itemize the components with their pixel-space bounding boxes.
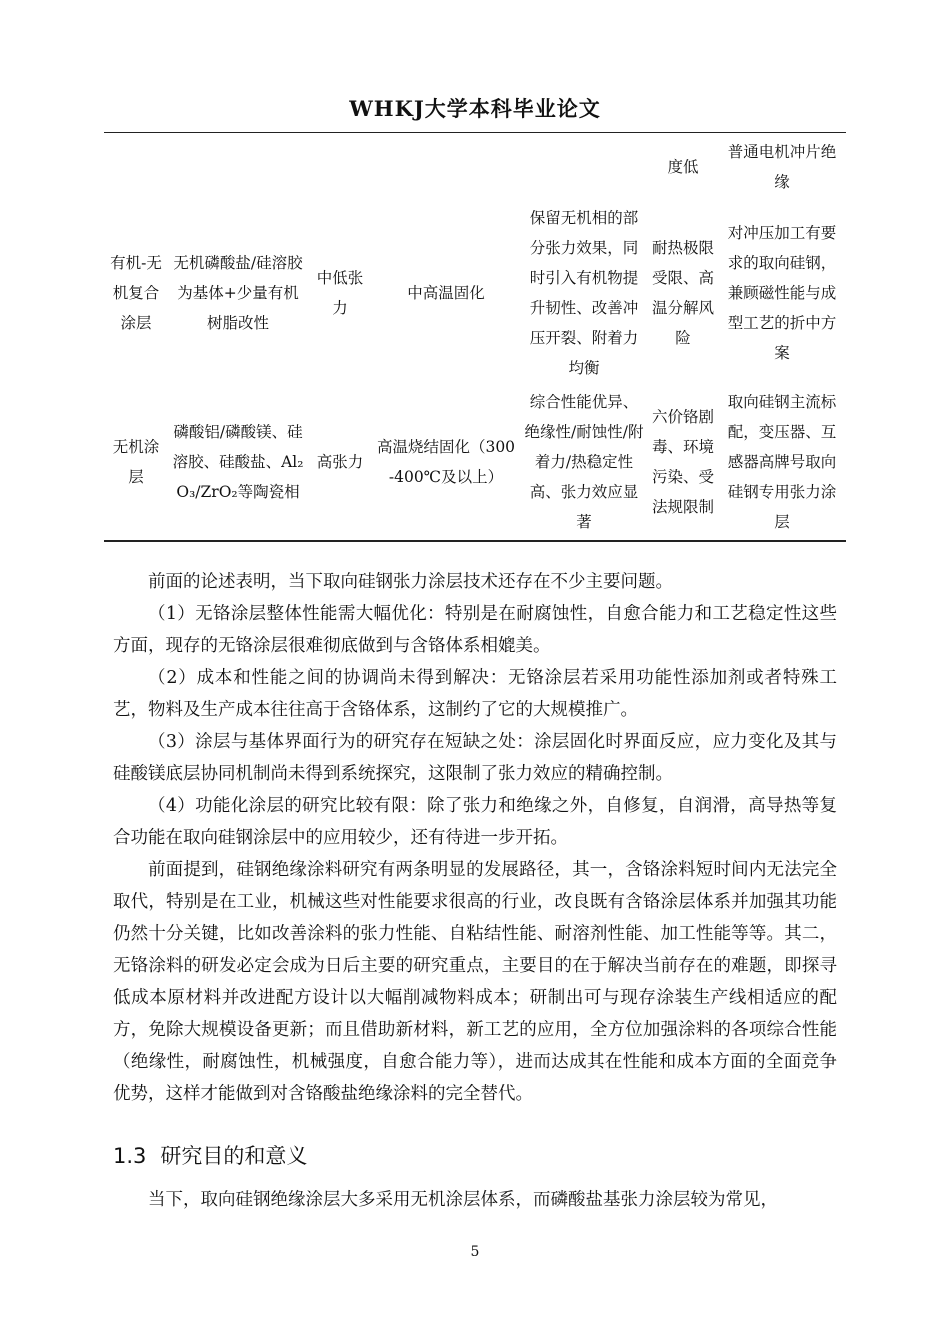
table-cell: 度低	[667, 158, 699, 176]
page-header-title: WHKJ大学本科毕业论文	[349, 96, 601, 121]
paragraph: （3）涂层与基体界面行为的研究存在短缺之处：涂层固化时界面反应，应力变化及其与硅酸镁底层协同机制尚未得到系统探究，这限制了张力效应的精确控制。	[113, 732, 837, 784]
table-cell-type: 有机-无机复合涂层	[110, 254, 162, 332]
table-cell-type: 无机涂层	[112, 438, 160, 486]
page-number: 5	[470, 1244, 480, 1260]
paragraph: （1）无铬涂层整体性能需大幅优化：特别是在耐腐蚀性，自愈合能力和工艺稳定性这些方面，现存的无铬涂层很难彻底做到与含铬体系相媲美。	[113, 604, 837, 656]
table-cell	[104, 134, 168, 200]
table-cell-curing: 中高温固化	[407, 284, 485, 302]
body-text	[113, 566, 837, 1110]
table-bottom-rule	[104, 540, 846, 542]
table-cell-application: 取向硅钢主流标配，变压器、互感器高牌号取向硅钢专用张力涂层	[727, 393, 837, 531]
table-cell-tension: 高张力	[316, 453, 364, 471]
table-cell-disadvantages: 耐热极限受限、高温分解风险	[652, 239, 715, 347]
table-cell-curing: 高温烧结固化（300-400℃及以上）	[376, 438, 516, 486]
section-title: 研究目的和意义	[160, 1144, 308, 1168]
table-cell-disadvantages: 六价铬剧毒、环境污染、受法规限制	[652, 408, 715, 516]
table-row	[104, 200, 846, 386]
table-cell-tension: 中低张力	[316, 269, 364, 317]
header-rule	[104, 132, 846, 133]
section-number: 1.3	[113, 1144, 147, 1168]
table-cell	[308, 134, 372, 200]
section-heading	[113, 1140, 307, 1170]
paragraph: （4）功能化涂层的研究比较有限：除了张力和绝缘之外，自修复，自润滑，高导热等复合功能在取向硅钢涂层中的应用较少，还有待进一步开拓。	[113, 796, 837, 848]
paragraph: 当下，取向硅钢绝缘涂层大多采用无机涂层体系，而磷酸盐基张力涂层较为常见，	[148, 1190, 778, 1210]
paragraph: 前面的论述表明，当下取向硅钢张力涂层技术还存在不少主要问题。	[148, 572, 673, 592]
table-cell	[520, 134, 648, 200]
table-cell-composition: 磷酸铝/磷酸镁、硅溶胶、硅酸盐、Al₂O₃/ZrO₂等陶瓷相	[172, 423, 304, 501]
table-row	[104, 386, 846, 538]
coating-comparison-table	[104, 134, 846, 538]
table-cell	[168, 134, 308, 200]
table-row	[104, 134, 846, 200]
table-cell-application: 对冲压加工有要求的取向硅钢，兼顾磁性能与成型工艺的折中方案	[727, 224, 837, 362]
table-cell-composition: 无机磷酸盐/硅溶胶为基体+少量有机树脂改性	[173, 254, 303, 332]
paragraph: （2）成本和性能之间的协调尚未得到解决：无铬涂层若采用功能性添加剂或者特殊工艺，物料及生产成本往往高于含铬体系，这制约了它的大规模推广。	[113, 668, 837, 720]
table-cell-advantages: 综合性能优异、绝缘性/耐蚀性/附着力/热稳定性高、张力效应显著	[524, 393, 644, 531]
table-cell-advantages: 保留无机相的部分张力效果，同时引入有机物提升韧性、改善冲压开裂、附着力均衡	[529, 209, 639, 377]
paragraph: 前面提到，硅钢绝缘涂料研究有两条明显的发展路径，其一，含铬涂料短时间内无法完全取代，特别是在工业，机械这些对性能要求很高的行业，改良既有含铬涂层体系并加强其功能仍然十分关键，比如改善涂料的张力性能、自粘结性能、耐溶剂性能、加工性能等等。其二，无铬涂料的研发必定会成为日后主要的研究重点，主要目的在于解决当前存在的难题，即探寻低成本原材料并改进配方设计以大幅削减物料成本；研制出可与现存涂装生产线相适应的配方，免除大规模设备更新；而且借助新材料，新工艺的应用，全方位加强涂料的各项综合性能（绝缘性，耐腐蚀性，机械强度，自愈合能力等），进而达成其在性能和成本方面的全面竞争优势，这样才能做到对含铬酸盐绝缘涂料的完全替代。	[113, 860, 837, 1104]
table-cell	[372, 134, 520, 200]
table-cell: 普通电机冲片绝缘	[727, 143, 837, 191]
